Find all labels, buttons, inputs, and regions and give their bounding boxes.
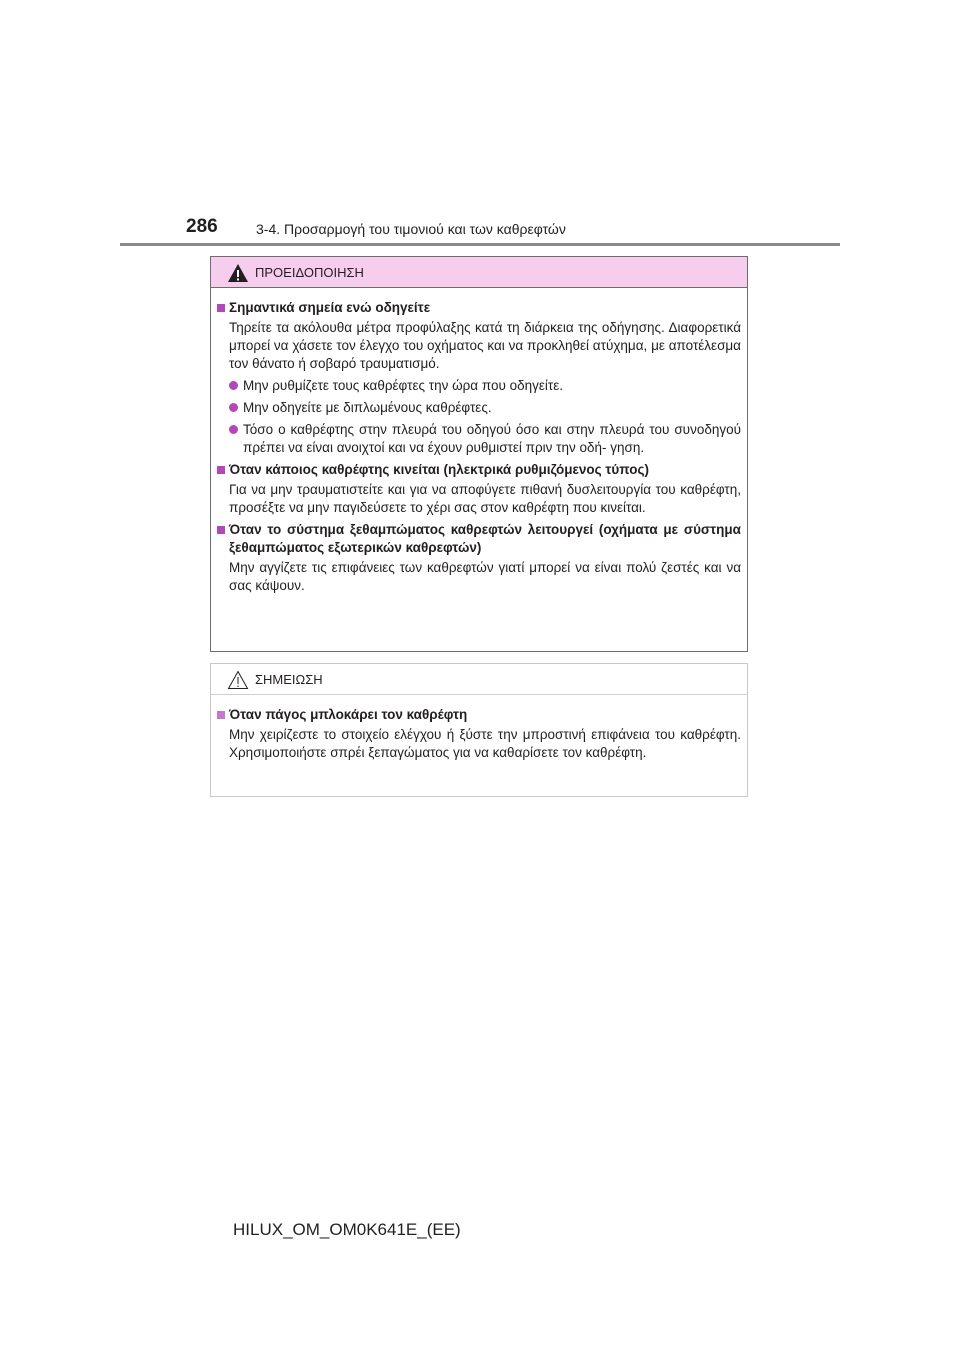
item-text: Μην χειρίζεστε το στοιχείο ελέγχου ή ξύστε την μπροστινή επιφάνεια του καθρέφτη. Χρησιμοποιήστε σπρέι ξεπαγώματος για να καθαρίσετε τον καθρέφτη.	[229, 727, 741, 760]
page-number: 286	[186, 216, 218, 237]
section-title: 3-4. Προσαρμογή του τιμονιού και των καθρεφτών	[256, 221, 566, 237]
round-bullet-icon	[229, 381, 238, 390]
item-title	[217, 706, 741, 724]
warning-item	[217, 521, 741, 595]
item-title	[217, 299, 741, 317]
notice-header	[211, 664, 747, 695]
warning-item	[217, 299, 741, 457]
page-header	[120, 216, 840, 246]
document-code: HILUX_OM_OM0K641E_(EE)	[233, 1220, 461, 1239]
item-title-text: Όταν πάγος μπλοκάρει τον καθρέφτη	[229, 707, 468, 722]
bullet-item	[217, 421, 741, 457]
item-text: Τηρείτε τα ακόλουθα μέτρα προφύλαξης κατά τη διάρκεια της οδήγησης. Διαφορετικά μπορεί να χάσετε τον έλεγχο του οχήματος και να προκληθεί ατύχημα, με αποτέλεσμα τον θάνατο ή σοβαρό τραυματισμό.	[229, 320, 741, 371]
item-text: Μην αγγίζετε τις επιφάνειες των καθρεφτών γιατί μπορεί να είναι πολύ ζεστές και να σας κάψουν.	[229, 560, 741, 593]
bullet-item	[217, 377, 741, 395]
bullet-text: Τόσο ο καθρέφτης στην πλευρά του οδηγού όσο και στην πλευρά του συνοδηγού πρέπει να είναι ανοιχτοί και να έχουν ρυθμιστεί πριν την οδή- γηση.	[243, 422, 741, 455]
warning-body	[211, 288, 747, 595]
square-bullet-icon	[217, 466, 225, 474]
warning-header	[211, 257, 747, 288]
square-bullet-icon	[217, 711, 225, 719]
item-text: Για να μην τραυματιστείτε και για να αποφύγετε πιθανή δυσλειτουργία του καθρέφτη, προσέξτε να μην παγιδεύσετε το χέρι σας στον καθρέφτη που κινείται.	[229, 482, 741, 515]
warning-heading: ΠΡΟΕΙΔΟΠΟΙΗΣΗ	[255, 265, 364, 280]
notice-heading: ΣΗΜΕΙΩΣΗ	[255, 672, 323, 687]
notice-item	[217, 706, 741, 762]
warning-triangle-icon	[227, 263, 249, 283]
item-title	[217, 521, 741, 557]
bullet-text: Μην ρυθμίζετε τους καθρέφτες την ώρα που οδηγείτε.	[243, 378, 564, 393]
header-rule	[120, 243, 840, 246]
bullet-item	[217, 399, 741, 417]
item-title-text: Σημαντικά σημεία ενώ οδηγείτε	[229, 300, 431, 315]
notice-box	[210, 663, 748, 797]
square-bullet-icon	[217, 304, 225, 312]
item-title-text: Όταν κάποιος καθρέφτης κινείται (ηλεκτρικά ρυθμιζόμενος τύπος)	[229, 462, 649, 477]
round-bullet-icon	[229, 425, 238, 434]
round-bullet-icon	[229, 403, 238, 412]
bullet-text: Μην οδηγείτε με διπλωμένους καθρέφτες.	[243, 400, 492, 415]
item-title	[217, 461, 741, 479]
notice-body	[211, 695, 747, 762]
warning-box	[210, 256, 748, 652]
square-bullet-icon	[217, 526, 225, 534]
item-title-text: Όταν το σύστημα ξεθαμπώματος καθρεφτών λειτουργεί (οχήματα με σύστημα ξεθαμπώματος εξωτερικών καθρεφτών)	[229, 522, 741, 555]
caution-triangle-outline-icon	[227, 670, 249, 690]
warning-item	[217, 461, 741, 517]
